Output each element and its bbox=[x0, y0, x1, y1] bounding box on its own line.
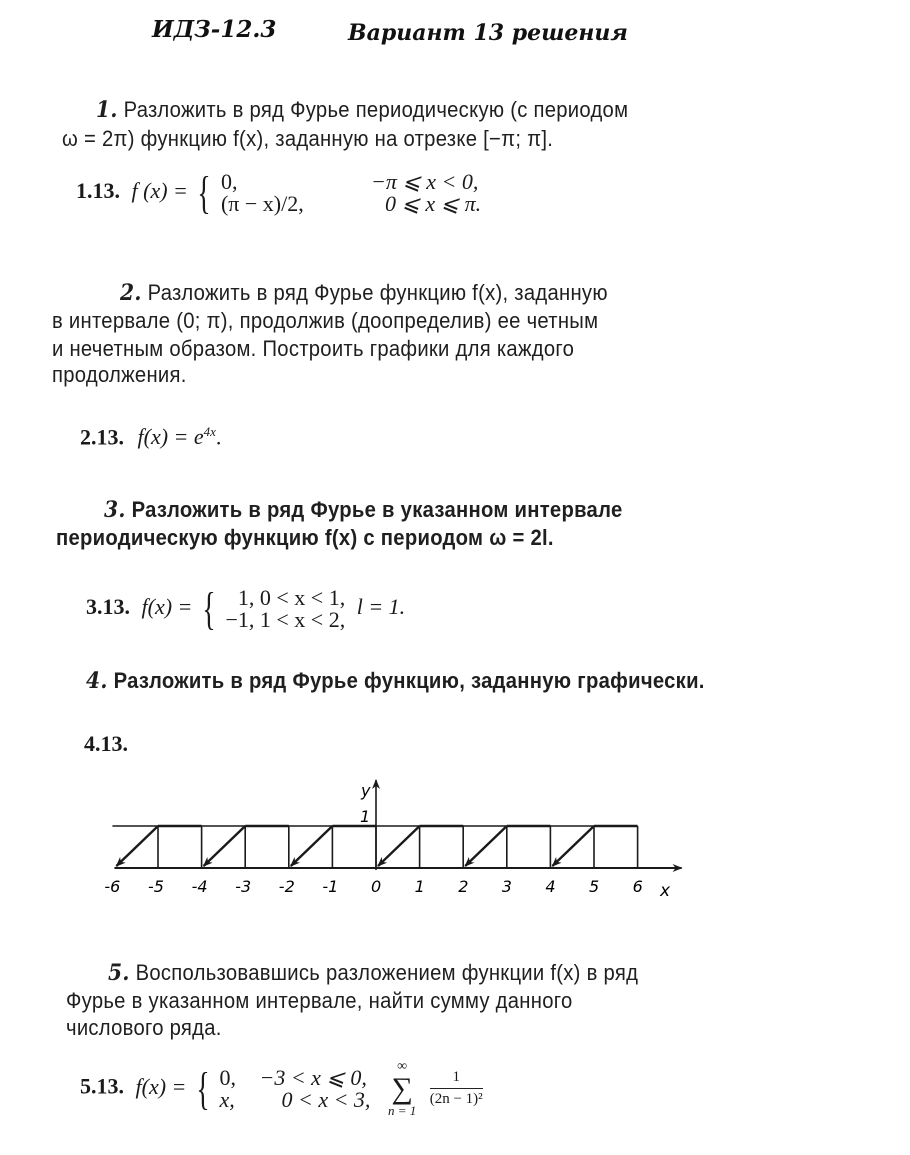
param: l = 1. bbox=[356, 594, 406, 620]
task2-line2: в интервале (0; π), продолжив (доопределив) ее четным bbox=[52, 308, 599, 333]
case-row: 1, 0 < x < 1, bbox=[237, 585, 346, 610]
case-value: x, bbox=[219, 1086, 235, 1112]
sawtooth-graph bbox=[90, 770, 710, 910]
numerator: 1 bbox=[430, 1069, 483, 1089]
problem-4-13-label: 4.13. bbox=[84, 731, 128, 756]
problem-3-13 bbox=[86, 583, 406, 634]
case-value: (π − x)/2, bbox=[220, 191, 304, 216]
problem-5-13-label: 5.13. bbox=[80, 1073, 124, 1099]
brace: { bbox=[197, 167, 212, 218]
x-tick-label: 5 bbox=[589, 877, 600, 896]
task5-line2: Фурье в указанном интервале, найти сумму данного bbox=[66, 988, 573, 1013]
task2-line4: продолжения. bbox=[52, 362, 187, 387]
case-condition: 0 < x < 3, bbox=[281, 1086, 371, 1112]
fx: f (x) = bbox=[131, 178, 188, 204]
cases bbox=[221, 171, 481, 215]
task1-text1: Разложить в ряд Фурье периодическую (с периодом bbox=[123, 97, 629, 122]
case-condition: −π ⩽ x < 0, bbox=[370, 169, 479, 194]
denominator: (2n − 1)² bbox=[429, 1091, 483, 1107]
task1-line2: ω = 2π) функцию f(x), заданную на отрезке [−π; π]. bbox=[62, 126, 554, 151]
sawtooth-slope bbox=[378, 826, 420, 866]
x-tick-label: 0 bbox=[371, 877, 382, 896]
x-tick-label: 1 bbox=[414, 877, 425, 896]
task5-line1 bbox=[108, 960, 638, 986]
case-row: −1, 1 < x < 2, bbox=[225, 607, 346, 632]
fraction bbox=[430, 1069, 483, 1108]
problem-1-13-label: 1.13. bbox=[76, 178, 120, 204]
cases bbox=[225, 587, 345, 631]
task3-line1 bbox=[104, 497, 622, 523]
sawtooth-slope bbox=[116, 826, 158, 866]
task4-line1 bbox=[86, 668, 705, 694]
task2-number: 2. bbox=[120, 280, 142, 306]
case-condition: −3 < x ⩽ 0, bbox=[259, 1064, 367, 1090]
task2-line1 bbox=[120, 280, 608, 306]
fx: f(x) = bbox=[141, 594, 193, 620]
sawtooth-slope bbox=[465, 826, 507, 866]
variant-title: Вариант 13 решения bbox=[348, 20, 628, 46]
problem-3-13-label: 3.13. bbox=[86, 594, 130, 620]
formula-tail: . bbox=[215, 424, 222, 450]
x-tick-label: 2 bbox=[458, 877, 469, 896]
problem-2-13 bbox=[80, 424, 221, 450]
task3-text1: Разложить в ряд Фурье в указанном интервале bbox=[131, 497, 623, 522]
x-tick-label: -4 bbox=[191, 877, 208, 896]
task4-number: 4. bbox=[86, 668, 108, 694]
sum bbox=[388, 1060, 416, 1117]
problem-2-13-label: 2.13. bbox=[80, 424, 124, 450]
sum-lower-limit: n = 1 bbox=[387, 1103, 417, 1118]
x-tick-label: -1 bbox=[322, 877, 339, 896]
y-axis-label: y bbox=[361, 781, 371, 800]
sawtooth-slope bbox=[204, 826, 246, 866]
x-tick-label: -6 bbox=[104, 877, 121, 896]
fx: f(x) = bbox=[135, 1073, 187, 1099]
task4-text1: Разложить в ряд Фурье функцию, заданную графически. bbox=[113, 668, 705, 693]
brace: { bbox=[196, 1062, 210, 1114]
x-tick-label: 6 bbox=[632, 877, 643, 896]
x-tick-label: 3 bbox=[501, 877, 512, 896]
brace: { bbox=[202, 583, 216, 634]
exponent: 4x bbox=[203, 424, 216, 439]
case-condition: 0 ⩽ x ⩽ π. bbox=[384, 191, 482, 216]
x-tick-label: -2 bbox=[278, 877, 295, 896]
task5-text1: Воспользовавшись разложением функции f(x) в ряд bbox=[135, 960, 639, 985]
task2-line3: и нечетным образом. Построить графики для каждого bbox=[52, 336, 575, 361]
cases bbox=[219, 1064, 371, 1112]
problem-5-13 bbox=[80, 1060, 483, 1117]
task2-text1: Разложить в ряд Фурье функцию f(x), заданную bbox=[147, 280, 608, 305]
y-tick-label: 1 bbox=[360, 807, 371, 826]
x-tick-label: -5 bbox=[148, 877, 164, 896]
sawtooth-slope bbox=[291, 826, 333, 866]
formula: f(x) = e bbox=[137, 424, 204, 450]
case-value: 0, bbox=[220, 169, 238, 194]
task5-line3: числового ряда. bbox=[66, 1015, 222, 1040]
x-axis-label: x bbox=[660, 881, 671, 901]
sum-upper-limit: ∞ bbox=[397, 1059, 408, 1074]
task3-line2: периодическую функцию f(x) с периодом ω = 2l. bbox=[56, 525, 554, 550]
task1-line1 bbox=[96, 97, 628, 123]
task1-number: 1. bbox=[96, 97, 118, 123]
x-tick-label: -3 bbox=[235, 877, 252, 896]
sigma-symbol: ∑ bbox=[391, 1072, 413, 1105]
case-value: 0, bbox=[219, 1064, 236, 1090]
task5-number: 5. bbox=[108, 960, 130, 986]
task3-number: 3. bbox=[104, 497, 126, 523]
sawtooth-slope bbox=[552, 826, 594, 866]
x-tick-label: 4 bbox=[545, 877, 556, 896]
problem-1-13 bbox=[76, 167, 482, 218]
doc-code: ИДЗ-12.3 bbox=[152, 16, 277, 43]
